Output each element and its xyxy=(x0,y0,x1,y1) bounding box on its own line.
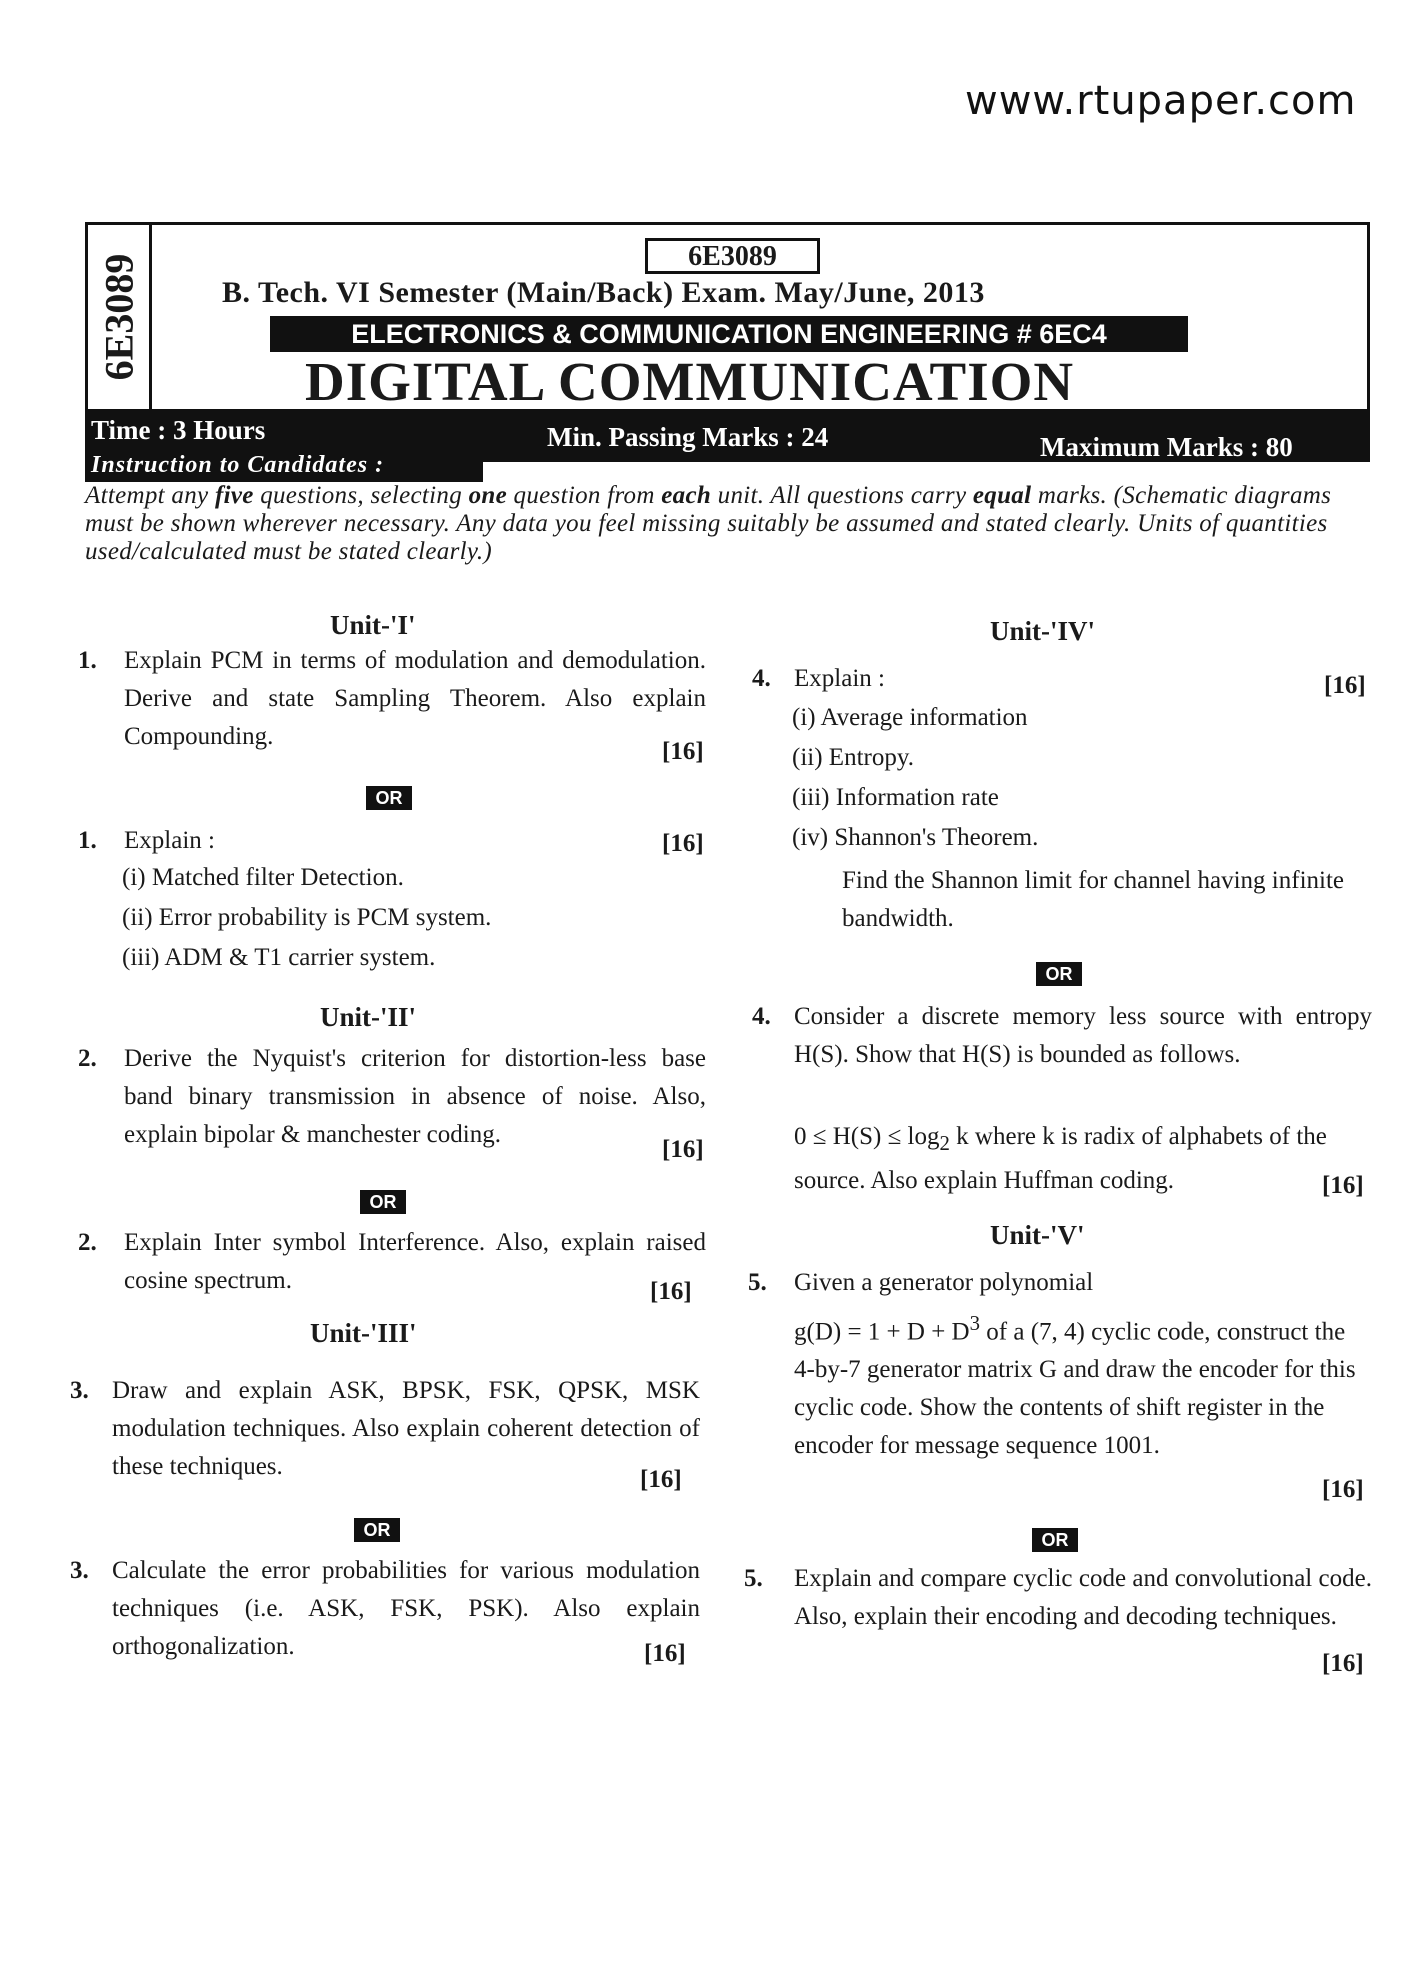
question-text: Explain : xyxy=(794,665,885,692)
question-text: Derive the Nyquist's criterion for distortion-less base band binary transmission in absence of noise. Also, explain bipolar & manchester coding. xyxy=(124,1045,706,1148)
instr-equal: equal xyxy=(972,482,1032,509)
marks: [16] xyxy=(662,1136,704,1163)
question-5b xyxy=(744,1560,1372,1680)
maximum-marks: Maximum Marks : 80 xyxy=(1040,432,1293,462)
or-badge: OR xyxy=(360,1190,406,1214)
question-text: Draw and explain ASK, BPSK, FSK, QPSK, MSK modulation techniques. Also explain coherent detection of these techniques. xyxy=(112,1377,700,1480)
marks: [16] xyxy=(650,1278,692,1305)
or-badge: OR xyxy=(1032,1528,1078,1552)
question-3b xyxy=(70,1552,700,1672)
instr-part: marks. xyxy=(1037,482,1108,509)
sub-item: (i) Matched filter Detection. xyxy=(122,864,404,891)
subject-title: DIGITAL COMMUNICATION xyxy=(305,351,1075,412)
or-badge: OR xyxy=(366,786,412,810)
instr-each: each xyxy=(661,482,712,509)
marks: [16] xyxy=(1324,672,1366,699)
sub-item: (ii) Error probability is PCM system. xyxy=(122,904,492,931)
question-number: 4. xyxy=(752,1003,771,1030)
question-text: of a (7, 4) cyclic code, construct the 4-by-7 generator matrix G and draw the encoder for this cyclic code. Show the contents of shift register in the encoder for message sequence 1001. xyxy=(794,1318,1356,1460)
marks: [16] xyxy=(662,738,704,765)
marks: [16] xyxy=(1322,1476,1364,1503)
unit-heading: Unit-'V' xyxy=(990,1220,1085,1250)
question-number: 5. xyxy=(748,1269,767,1296)
sub-item: (iii) Information rate xyxy=(792,784,999,811)
question-5a xyxy=(748,1264,1372,1304)
marks: [16] xyxy=(644,1640,686,1667)
or-badge: OR xyxy=(1036,962,1082,986)
paper-code: 6E3089 xyxy=(645,238,820,274)
instr-part: (Schematic diagrams must be shown wherever necessary. Any data you feel missing suitably be assumed and stated clearly. Units of quantities used/calculated must be stated clearly.) xyxy=(85,482,1332,565)
instr-part: Attempt any xyxy=(85,482,209,509)
side-paper-code xyxy=(88,225,152,409)
question-1a xyxy=(78,642,706,762)
website-url: www.rtupaper.com xyxy=(965,78,1357,124)
question-text: Explain PCM in terms of modulation and demodulation. Derive and state Sampling Theorem. Also explain Compounding. xyxy=(124,647,706,750)
sub-item-extra: Find the Shannon limit for channel having infinite bandwidth. xyxy=(842,867,1345,932)
instr-part: question from xyxy=(513,482,655,509)
question-number: 1. xyxy=(78,827,97,854)
equation-subscript: 2 xyxy=(939,1131,950,1155)
question-number: 4. xyxy=(752,665,771,692)
marks: [16] xyxy=(1322,1172,1364,1199)
marks: [16] xyxy=(1322,1650,1364,1677)
equation-text: 0 ≤ H(S) ≤ log xyxy=(794,1123,940,1150)
question-number: 5. xyxy=(744,1565,763,1592)
question-number: 3. xyxy=(70,1557,89,1584)
polynomial-exponent: 3 xyxy=(969,1311,981,1335)
instr-five: five xyxy=(214,482,254,509)
unit-heading: Unit-'III' xyxy=(310,1318,417,1348)
question-4a xyxy=(752,660,1372,700)
or-badge: OR xyxy=(354,1518,400,1542)
instruction-label: Instruction to Candidates : xyxy=(85,448,483,482)
question-1b xyxy=(78,822,706,862)
exam-title: B. Tech. VI Semester (Main/Back) Exam. May/June, 2013 xyxy=(222,276,985,309)
instr-part: questions, selecting xyxy=(260,482,463,509)
question-2a xyxy=(78,1040,706,1160)
question-5a-body xyxy=(794,1304,1372,1504)
min-passing-marks: Min. Passing Marks : 24 xyxy=(547,422,829,452)
branch-banner: ELECTRONICS & COMMUNICATION ENGINEERING # 6EC4 xyxy=(270,316,1188,352)
marks: [16] xyxy=(640,1466,682,1493)
bound-equation xyxy=(794,1118,1372,1198)
marks: [16] xyxy=(662,830,704,857)
question-text: Consider a discrete memory less source with entropy H(S). Show that H(S) is bounded as follows. xyxy=(794,1003,1372,1068)
side-code-text: 6E3089 xyxy=(96,253,141,381)
question-number: 3. xyxy=(70,1377,89,1404)
sub-item: (i) Average information xyxy=(792,704,1028,731)
instr-part: unit. All questions carry xyxy=(717,482,967,509)
sub-item: (iv) Shannon's Theorem. xyxy=(792,824,1039,851)
polynomial-text: g(D) = 1 + D + D xyxy=(794,1318,970,1346)
question-text: Explain and compare cyclic code and convolutional code. Also, explain their encoding and decoding techniques. xyxy=(794,1565,1372,1630)
question-text: Given a generator polynomial xyxy=(794,1269,1094,1296)
question-number: 2. xyxy=(78,1229,97,1256)
question-text: Calculate the error probabilities for various modulation techniques (i.e. ASK, FSK, PSK). Also explain orthogonalization. xyxy=(112,1557,700,1660)
time-duration: Time : 3 Hours xyxy=(91,415,266,445)
instructions xyxy=(85,482,1370,566)
equation-text: k where k is radix of alphabets of the source. Also explain Huffman coding. xyxy=(794,1123,1327,1194)
unit-heading: Unit-'II' xyxy=(320,1002,417,1032)
question-3a xyxy=(70,1372,700,1492)
instr-one: one xyxy=(468,482,507,509)
question-text: Explain Inter symbol Interference. Also, explain raised cosine spectrum. xyxy=(124,1229,706,1294)
sub-item: (iii) ADM & T1 carrier system. xyxy=(122,944,436,971)
question-number: 2. xyxy=(78,1045,97,1072)
unit-heading: Unit-'IV' xyxy=(990,616,1096,646)
question-number: 1. xyxy=(78,647,97,674)
sub-item: (ii) Entropy. xyxy=(792,744,914,771)
question-2b xyxy=(78,1224,706,1304)
question-text: Explain : xyxy=(124,827,215,854)
unit-heading: Unit-'I' xyxy=(330,610,416,640)
question-4b xyxy=(752,998,1372,1078)
